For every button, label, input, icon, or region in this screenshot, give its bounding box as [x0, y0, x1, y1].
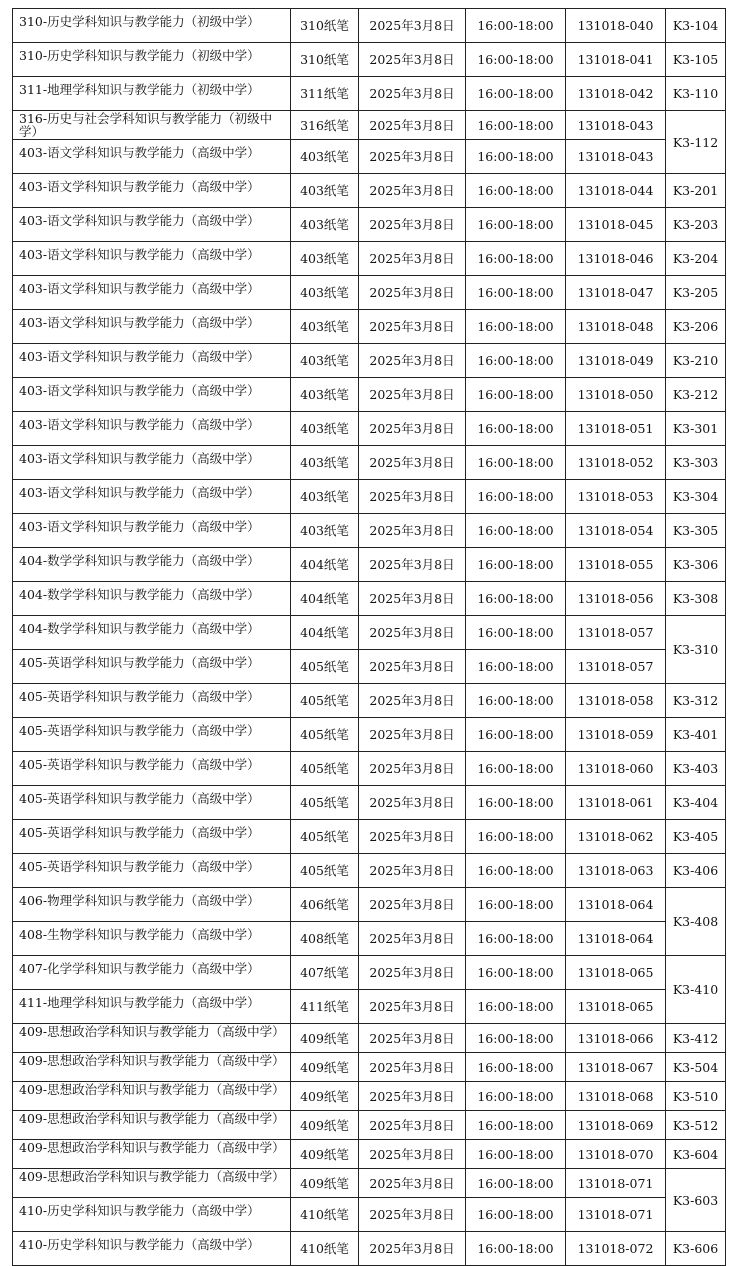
table-row [13, 684, 726, 718]
table-row [13, 1111, 726, 1140]
exam-time-cell: 16:00-18:00 [466, 208, 566, 242]
exam-date-cell: 2025年3月8日 [359, 1198, 466, 1232]
exam-time-cell: 16:00-18:00 [466, 650, 566, 684]
exam-time-cell: 16:00-18:00 [466, 1140, 566, 1169]
table-row [13, 43, 726, 77]
exam-code-cell: 131018-057 [566, 650, 666, 684]
exam-code-cell: 131018-044 [566, 174, 666, 208]
exam-date-cell: 2025年3月8日 [359, 77, 466, 111]
exam-room-cell: K3-403 [666, 752, 726, 786]
exam-code-cell: 131018-072 [566, 1232, 666, 1266]
exam-time-cell: 16:00-18:00 [466, 548, 566, 582]
exam-code-cell: 131018-060 [566, 752, 666, 786]
exam-room-cell: K3-306 [666, 548, 726, 582]
exam-time-cell: 16:00-18:00 [466, 820, 566, 854]
exam-date-cell: 2025年3月8日 [359, 310, 466, 344]
table-row [13, 1140, 726, 1169]
exam-type-cell: 403纸笔 [291, 412, 359, 446]
table-row [13, 1082, 726, 1111]
exam-date-cell: 2025年3月8日 [359, 446, 466, 480]
exam-date-cell: 2025年3月8日 [359, 718, 466, 752]
exam-code-cell: 131018-062 [566, 820, 666, 854]
exam-date-cell: 2025年3月8日 [359, 1140, 466, 1169]
table-row [13, 276, 726, 310]
subject-cell: 310-历史学科知识与教学能力（初级中学） [13, 9, 291, 43]
exam-date-cell: 2025年3月8日 [359, 1232, 466, 1266]
exam-code-cell: 131018-056 [566, 582, 666, 616]
table-row [13, 956, 726, 990]
exam-type-cell: 405纸笔 [291, 786, 359, 820]
subject-cell: 409-思想政治学科知识与教学能力（高级中学） [13, 1169, 291, 1198]
exam-code-cell: 131018-064 [566, 888, 666, 922]
exam-time-cell: 16:00-18:00 [466, 684, 566, 718]
exam-type-cell: 403纸笔 [291, 242, 359, 276]
exam-type-cell: 311纸笔 [291, 77, 359, 111]
exam-code-cell: 131018-041 [566, 43, 666, 77]
exam-time-cell: 16:00-18:00 [466, 752, 566, 786]
table-row [13, 888, 726, 922]
subject-cell: 405-英语学科知识与教学能力（高级中学） [13, 684, 291, 718]
exam-type-cell: 404纸笔 [291, 582, 359, 616]
exam-room-cell: K3-303 [666, 446, 726, 480]
exam-date-cell: 2025年3月8日 [359, 1024, 466, 1053]
exam-code-cell: 131018-068 [566, 1082, 666, 1111]
exam-room-cell: K3-408 [666, 888, 726, 956]
exam-time-cell: 16:00-18:00 [466, 1232, 566, 1266]
exam-time-cell: 16:00-18:00 [466, 310, 566, 344]
exam-time-cell: 16:00-18:00 [466, 718, 566, 752]
exam-time-cell: 16:00-18:00 [466, 276, 566, 310]
table-row [13, 242, 726, 276]
exam-code-cell: 131018-042 [566, 77, 666, 111]
exam-room-cell: K3-203 [666, 208, 726, 242]
exam-room-cell: K3-310 [666, 616, 726, 684]
exam-code-cell: 131018-043 [566, 140, 666, 174]
table-row [13, 1024, 726, 1053]
table-row [13, 208, 726, 242]
table-row [13, 616, 726, 650]
table-row [13, 548, 726, 582]
exam-code-cell: 131018-065 [566, 990, 666, 1024]
exam-room-cell: K3-205 [666, 276, 726, 310]
subject-cell: 403-语文学科知识与教学能力（高级中学） [13, 140, 291, 174]
exam-code-cell: 131018-069 [566, 1111, 666, 1140]
table-row [13, 1232, 726, 1266]
table-body [13, 9, 726, 1266]
exam-type-cell: 410纸笔 [291, 1232, 359, 1266]
table-row [13, 446, 726, 480]
subject-cell: 316-历史与社会学科知识与教学能力（初级中学） [13, 111, 291, 140]
exam-date-cell: 2025年3月8日 [359, 1169, 466, 1198]
subject-cell: 403-语文学科知识与教学能力（高级中学） [13, 344, 291, 378]
subject-cell: 410-历史学科知识与教学能力（高级中学） [13, 1232, 291, 1266]
exam-type-cell: 405纸笔 [291, 854, 359, 888]
exam-room-cell: K3-204 [666, 242, 726, 276]
subject-cell: 405-英语学科知识与教学能力（高级中学） [13, 718, 291, 752]
exam-room-cell: K3-510 [666, 1082, 726, 1111]
exam-date-cell: 2025年3月8日 [359, 752, 466, 786]
exam-time-cell: 16:00-18:00 [466, 888, 566, 922]
exam-room-cell: K3-201 [666, 174, 726, 208]
table-row [13, 9, 726, 43]
table-row [13, 77, 726, 111]
subject-cell: 405-英语学科知识与教学能力（高级中学） [13, 820, 291, 854]
table-row [13, 1053, 726, 1082]
table-row [13, 378, 726, 412]
subject-cell: 404-数学学科知识与教学能力（高级中学） [13, 582, 291, 616]
exam-date-cell: 2025年3月8日 [359, 888, 466, 922]
exam-code-cell: 131018-067 [566, 1053, 666, 1082]
subject-cell: 403-语文学科知识与教学能力（高级中学） [13, 242, 291, 276]
exam-time-cell: 16:00-18:00 [466, 1024, 566, 1053]
exam-code-cell: 131018-053 [566, 480, 666, 514]
subject-cell: 404-数学学科知识与教学能力（高级中学） [13, 616, 291, 650]
exam-date-cell: 2025年3月8日 [359, 174, 466, 208]
subject-cell: 404-数学学科知识与教学能力（高级中学） [13, 548, 291, 582]
exam-date-cell: 2025年3月8日 [359, 9, 466, 43]
exam-code-cell: 131018-049 [566, 344, 666, 378]
exam-time-cell: 16:00-18:00 [466, 378, 566, 412]
subject-cell: 403-语文学科知识与教学能力（高级中学） [13, 412, 291, 446]
subject-cell: 403-语文学科知识与教学能力（高级中学） [13, 276, 291, 310]
subject-cell: 409-思想政治学科知识与教学能力（高级中学） [13, 1053, 291, 1082]
exam-date-cell: 2025年3月8日 [359, 1082, 466, 1111]
exam-time-cell: 16:00-18:00 [466, 990, 566, 1024]
subject-cell: 411-地理学科知识与教学能力（高级中学） [13, 990, 291, 1024]
exam-date-cell: 2025年3月8日 [359, 412, 466, 446]
exam-time-cell: 16:00-18:00 [466, 140, 566, 174]
table-row [13, 412, 726, 446]
exam-time-cell: 16:00-18:00 [466, 43, 566, 77]
exam-time-cell: 16:00-18:00 [466, 514, 566, 548]
exam-type-cell: 403纸笔 [291, 208, 359, 242]
exam-code-cell: 131018-058 [566, 684, 666, 718]
exam-room-cell: K3-104 [666, 9, 726, 43]
exam-time-cell: 16:00-18:00 [466, 616, 566, 650]
exam-room-cell: K3-206 [666, 310, 726, 344]
exam-type-cell: 403纸笔 [291, 446, 359, 480]
exam-type-cell: 403纸笔 [291, 140, 359, 174]
table-row [13, 111, 726, 140]
subject-cell: 403-语文学科知识与教学能力（高级中学） [13, 310, 291, 344]
subject-cell: 310-历史学科知识与教学能力（初级中学） [13, 43, 291, 77]
subject-cell: 311-地理学科知识与教学能力（初级中学） [13, 77, 291, 111]
table-row [13, 752, 726, 786]
exam-type-cell: 408纸笔 [291, 922, 359, 956]
exam-code-cell: 131018-050 [566, 378, 666, 412]
table-row [13, 922, 726, 956]
exam-date-cell: 2025年3月8日 [359, 922, 466, 956]
exam-date-cell: 2025年3月8日 [359, 616, 466, 650]
table-row [13, 990, 726, 1024]
exam-type-cell: 403纸笔 [291, 378, 359, 412]
subject-cell: 406-物理学科知识与教学能力（高级中学） [13, 888, 291, 922]
subject-cell: 409-思想政治学科知识与教学能力（高级中学） [13, 1082, 291, 1111]
exam-room-cell: K3-412 [666, 1024, 726, 1053]
subject-cell: 405-英语学科知识与教学能力（高级中学） [13, 854, 291, 888]
exam-date-cell: 2025年3月8日 [359, 514, 466, 548]
exam-time-cell: 16:00-18:00 [466, 111, 566, 140]
table-row [13, 514, 726, 548]
exam-code-cell: 131018-057 [566, 616, 666, 650]
exam-code-cell: 131018-051 [566, 412, 666, 446]
exam-date-cell: 2025年3月8日 [359, 990, 466, 1024]
table-row [13, 1169, 726, 1198]
table-row [13, 1198, 726, 1232]
exam-time-cell: 16:00-18:00 [466, 1111, 566, 1140]
table-row [13, 786, 726, 820]
exam-time-cell: 16:00-18:00 [466, 480, 566, 514]
exam-time-cell: 16:00-18:00 [466, 446, 566, 480]
table-row [13, 140, 726, 174]
exam-time-cell: 16:00-18:00 [466, 922, 566, 956]
exam-type-cell: 409纸笔 [291, 1053, 359, 1082]
exam-time-cell: 16:00-18:00 [466, 854, 566, 888]
subject-cell: 409-思想政治学科知识与教学能力（高级中学） [13, 1111, 291, 1140]
exam-type-cell: 409纸笔 [291, 1169, 359, 1198]
exam-date-cell: 2025年3月8日 [359, 854, 466, 888]
exam-type-cell: 405纸笔 [291, 684, 359, 718]
exam-code-cell: 131018-043 [566, 111, 666, 140]
exam-type-cell: 403纸笔 [291, 174, 359, 208]
exam-date-cell: 2025年3月8日 [359, 344, 466, 378]
exam-room-cell: K3-410 [666, 956, 726, 1024]
exam-date-cell: 2025年3月8日 [359, 208, 466, 242]
exam-time-cell: 16:00-18:00 [466, 1169, 566, 1198]
exam-code-cell: 131018-052 [566, 446, 666, 480]
exam-room-cell: K3-606 [666, 1232, 726, 1266]
exam-date-cell: 2025年3月8日 [359, 1111, 466, 1140]
exam-type-cell: 405纸笔 [291, 820, 359, 854]
table-row [13, 174, 726, 208]
exam-time-cell: 16:00-18:00 [466, 1053, 566, 1082]
exam-code-cell: 131018-064 [566, 922, 666, 956]
exam-room-cell: K3-404 [666, 786, 726, 820]
exam-room-cell: K3-603 [666, 1169, 726, 1232]
table-row [13, 718, 726, 752]
exam-type-cell: 403纸笔 [291, 480, 359, 514]
subject-cell: 410-历史学科知识与教学能力（高级中学） [13, 1198, 291, 1232]
exam-type-cell: 405纸笔 [291, 718, 359, 752]
exam-type-cell: 411纸笔 [291, 990, 359, 1024]
exam-code-cell: 131018-054 [566, 514, 666, 548]
exam-code-cell: 131018-040 [566, 9, 666, 43]
subject-cell: 405-英语学科知识与教学能力（高级中学） [13, 752, 291, 786]
exam-type-cell: 403纸笔 [291, 344, 359, 378]
subject-cell: 405-英语学科知识与教学能力（高级中学） [13, 650, 291, 684]
exam-time-cell: 16:00-18:00 [466, 174, 566, 208]
exam-type-cell: 404纸笔 [291, 548, 359, 582]
exam-time-cell: 16:00-18:00 [466, 786, 566, 820]
subject-cell: 405-英语学科知识与教学能力（高级中学） [13, 786, 291, 820]
exam-code-cell: 131018-071 [566, 1198, 666, 1232]
exam-date-cell: 2025年3月8日 [359, 548, 466, 582]
exam-room-cell: K3-304 [666, 480, 726, 514]
exam-code-cell: 131018-059 [566, 718, 666, 752]
exam-code-cell: 131018-065 [566, 956, 666, 990]
exam-code-cell: 131018-066 [566, 1024, 666, 1053]
exam-room-cell: K3-401 [666, 718, 726, 752]
exam-code-cell: 131018-063 [566, 854, 666, 888]
exam-code-cell: 131018-048 [566, 310, 666, 344]
exam-type-cell: 409纸笔 [291, 1082, 359, 1111]
exam-room-cell: K3-212 [666, 378, 726, 412]
subject-cell: 409-思想政治学科知识与教学能力（高级中学） [13, 1024, 291, 1053]
exam-code-cell: 131018-061 [566, 786, 666, 820]
exam-time-cell: 16:00-18:00 [466, 344, 566, 378]
exam-type-cell: 410纸笔 [291, 1198, 359, 1232]
exam-time-cell: 16:00-18:00 [466, 582, 566, 616]
exam-date-cell: 2025年3月8日 [359, 786, 466, 820]
table-row [13, 820, 726, 854]
exam-room-cell: K3-512 [666, 1111, 726, 1140]
exam-room-cell: K3-112 [666, 111, 726, 174]
exam-date-cell: 2025年3月8日 [359, 480, 466, 514]
exam-room-cell: K3-312 [666, 684, 726, 718]
exam-type-cell: 310纸笔 [291, 9, 359, 43]
exam-room-cell: K3-405 [666, 820, 726, 854]
exam-date-cell: 2025年3月8日 [359, 1053, 466, 1082]
exam-room-cell: K3-406 [666, 854, 726, 888]
table-row [13, 310, 726, 344]
subject-cell: 409-思想政治学科知识与教学能力（高级中学） [13, 1140, 291, 1169]
exam-type-cell: 406纸笔 [291, 888, 359, 922]
subject-cell: 408-生物学科知识与教学能力（高级中学） [13, 922, 291, 956]
exam-type-cell: 407纸笔 [291, 956, 359, 990]
table-row [13, 344, 726, 378]
exam-date-cell: 2025年3月8日 [359, 684, 466, 718]
table-row [13, 582, 726, 616]
exam-time-cell: 16:00-18:00 [466, 412, 566, 446]
table-row [13, 650, 726, 684]
exam-date-cell: 2025年3月8日 [359, 378, 466, 412]
exam-type-cell: 409纸笔 [291, 1140, 359, 1169]
exam-date-cell: 2025年3月8日 [359, 582, 466, 616]
exam-type-cell: 409纸笔 [291, 1111, 359, 1140]
exam-room-cell: K3-105 [666, 43, 726, 77]
exam-time-cell: 16:00-18:00 [466, 77, 566, 111]
exam-type-cell: 403纸笔 [291, 310, 359, 344]
subject-cell: 403-语文学科知识与教学能力（高级中学） [13, 514, 291, 548]
exam-room-cell: K3-305 [666, 514, 726, 548]
exam-type-cell: 310纸笔 [291, 43, 359, 77]
exam-time-cell: 16:00-18:00 [466, 956, 566, 990]
exam-date-cell: 2025年3月8日 [359, 43, 466, 77]
subject-cell: 403-语文学科知识与教学能力（高级中学） [13, 480, 291, 514]
exam-code-cell: 131018-047 [566, 276, 666, 310]
exam-type-cell: 409纸笔 [291, 1024, 359, 1053]
exam-room-cell: K3-110 [666, 77, 726, 111]
exam-schedule-table [12, 8, 726, 1266]
exam-date-cell: 2025年3月8日 [359, 650, 466, 684]
exam-date-cell: 2025年3月8日 [359, 140, 466, 174]
exam-date-cell: 2025年3月8日 [359, 276, 466, 310]
exam-type-cell: 316纸笔 [291, 111, 359, 140]
exam-date-cell: 2025年3月8日 [359, 242, 466, 276]
exam-time-cell: 16:00-18:00 [466, 1082, 566, 1111]
table-row [13, 854, 726, 888]
exam-type-cell: 403纸笔 [291, 276, 359, 310]
subject-cell: 403-语文学科知识与教学能力（高级中学） [13, 378, 291, 412]
exam-type-cell: 404纸笔 [291, 616, 359, 650]
exam-type-cell: 403纸笔 [291, 514, 359, 548]
exam-room-cell: K3-301 [666, 412, 726, 446]
exam-code-cell: 131018-055 [566, 548, 666, 582]
exam-code-cell: 131018-046 [566, 242, 666, 276]
exam-code-cell: 131018-070 [566, 1140, 666, 1169]
subject-cell: 403-语文学科知识与教学能力（高级中学） [13, 174, 291, 208]
exam-code-cell: 131018-071 [566, 1169, 666, 1198]
exam-date-cell: 2025年3月8日 [359, 111, 466, 140]
exam-time-cell: 16:00-18:00 [466, 1198, 566, 1232]
subject-cell: 403-语文学科知识与教学能力（高级中学） [13, 208, 291, 242]
exam-room-cell: K3-210 [666, 344, 726, 378]
exam-type-cell: 405纸笔 [291, 650, 359, 684]
exam-date-cell: 2025年3月8日 [359, 956, 466, 990]
table-row [13, 480, 726, 514]
exam-room-cell: K3-308 [666, 582, 726, 616]
subject-cell: 403-语文学科知识与教学能力（高级中学） [13, 446, 291, 480]
exam-time-cell: 16:00-18:00 [466, 9, 566, 43]
exam-date-cell: 2025年3月8日 [359, 820, 466, 854]
exam-room-cell: K3-604 [666, 1140, 726, 1169]
subject-cell: 407-化学学科知识与教学能力（高级中学） [13, 956, 291, 990]
exam-time-cell: 16:00-18:00 [466, 242, 566, 276]
exam-type-cell: 405纸笔 [291, 752, 359, 786]
exam-code-cell: 131018-045 [566, 208, 666, 242]
exam-room-cell: K3-504 [666, 1053, 726, 1082]
